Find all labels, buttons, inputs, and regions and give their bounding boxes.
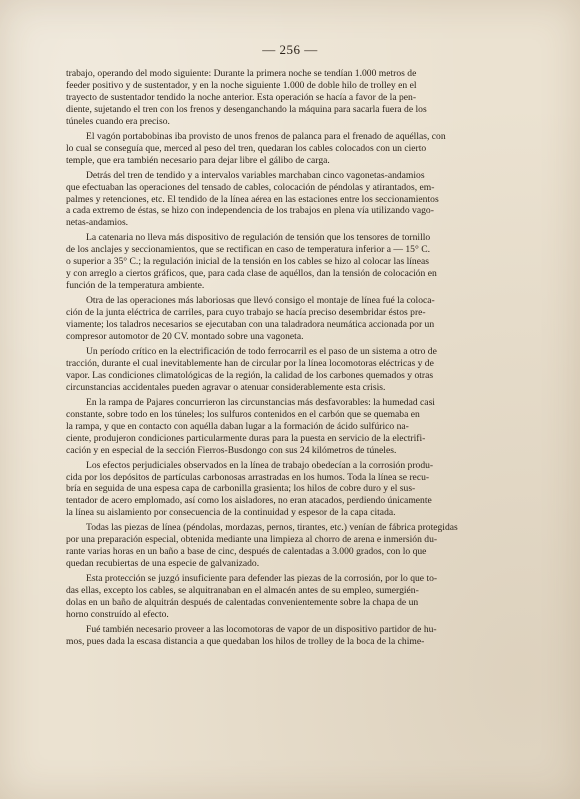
text-line: ciente, produjeron condiciones particularmente duras para la puesta en servicio de la electrifi- [66,432,426,444]
text-line: cida por los depósitos de partículas carbonosas arrastradas en los humos. Toda la línea se recu- [66,471,430,483]
body-text [66,68,562,651]
text-line: palmes y retenciones, etc. El tendido de la línea aérea en las estaciones entre los seccionamientos [66,193,439,205]
text-line: Fué también necesario proveer a las locomotoras de vapor de un dispositivo partidor de hu- [86,623,437,635]
text-line: tracción, durante el cual inevitablemente han de circular por la línea locomotoras eléctricas y de [66,357,434,369]
text-line: cación y en especial de la sección Fierros-Busdongo con sus 24 kilómetros de túneles. [66,444,397,456]
paragraph [66,232,562,292]
text-line: feeder positivo y de sustentador, y en la noche siguiente 1.000 de doble hilo de trolley en el [66,79,417,91]
text-line: rante varias horas en un baño a base de cinc, después de calentadas a 3.000 grados, con lo que [66,546,427,558]
paragraph [66,346,562,394]
text-line: temple, que era también necesario para dejar libre el gálibo de carga. [66,154,330,166]
paragraph [66,170,562,230]
text-line: constante, sobre todo en los túneles; los sulfuros contenidos en el carbón que se quemaba en [66,408,420,420]
text-line: horno construído al efecto. [66,608,169,620]
text-line: quedan recubiertas de una especie de galvanizado. [66,558,260,570]
text-line: El vagón portabobinas iba provisto de unos frenos de palanca para el frenado de aquéllas, con [86,130,446,142]
paragraph [66,397,562,457]
text-line: La catenaria no lleva más dispositivo de regulación de tensión que los tensores de tornillo [86,232,431,244]
text-line: de los anclajes y seccionamientos, que se rectifican en caso de temperatura inferior a — 15° C. [66,244,430,256]
text-line: ción de la junta eléctrica de carriles, para cuyo trabajo se hacía preciso desembridar éstos pre- [66,307,426,319]
text-line: trabajo, operando del modo siguiente: Durante la primera noche se tendían 1.000 metros de [66,68,417,79]
text-line: Detrás del tren de tendido y a intervalos variables marchaban cinco vagonetas-andamios [86,169,425,181]
text-line: Los efectos perjudiciales observados en la línea de trabajo obedecían a la corrosión produ- [86,459,434,471]
text-line: Esta protección se juzgó insuficiente para defender las piezas de la corrosión, por lo que to- [86,573,438,585]
paragraph [66,573,562,621]
paragraph [66,295,562,343]
paragraph [66,624,562,648]
paragraph [66,131,562,167]
text-line: túneles cuando era preciso. [66,115,170,127]
text-line: viamente; los taladros necesarios se ejecutaban con una taladradora neumática accionada por un [66,319,435,331]
text-line: vapor. Las condiciones climatológicas de la región, la calidad de los carbones quemados y otras [66,369,434,381]
text-line: dolas en un baño de alquitrán después de calentadas convenientemente sobre la chapa de un [66,597,419,609]
text-line: la rampa, y que en contacto con aquélla daban lugar a la formación de ácido sulfúrico na- [66,420,409,432]
paragraph [66,68,562,128]
text-line: trayecto de sustentador tendido la noche anterior. Esta operación se hacía a favor de la pen- [66,91,417,103]
text-line: Otra de las operaciones más laboriosas que llevó consigo el montaje de línea fué la coloca- [86,295,435,307]
paragraph [66,460,562,520]
text-line: la línea su aislamiento por consecuencia de la continuidad y espesor de la capa citada. [66,507,396,519]
text-line: o superior a 35° C.; la regulación inicial de la tensión en los cables se hizo al colocar las líneas [66,256,429,268]
text-line: netas-andamios. [66,217,129,229]
text-line: que efectuaban las operaciones del tensado de cables, colocación de péndolas y atirantados, em- [66,181,435,193]
text-line: circunstancias accidentales pueden agravar o atenuar considerablemente esta crisis. [66,381,386,393]
text-line: función de la temperatura ambiente. [66,280,205,292]
text-line: Un período crítico en la electrificación de todo ferrocarril es el paso de un sistema a otro de [86,345,437,357]
text-line: Todas las piezas de línea (péndolas, mordazas, pernos, tirantes, etc.) venían de fábrica protegidas [86,522,458,534]
text-line: tentador de acero emplomado, así como los aisladores, no eran atacados, perdiendo únicamente [66,495,432,507]
text-line: En la rampa de Pajares concurrieron las circunstancias más desfavorables: la humedad casi [86,396,435,408]
text-line: compresor automotor de 20 CV. montado sobre una vagoneta. [66,331,304,343]
text-line: diente, sujetando el tren con los frenos y desenganchando la máquina para sacarla fuera de los [66,103,427,115]
text-line: a cada extremo de éstas, se hizo con independencia de los trabajos en plena vía utilizando vago- [66,205,434,217]
text-line: lo cual se conseguía que, merced al peso del tren, quedaran los cables colocados con un cierto [66,142,427,154]
paragraph [66,522,562,570]
text-line: das ellas, excepto los cables, se alquitranaban en el almacén antes de su empleo, sumergién- [66,585,419,597]
text-line: bría en seguida de una espesa capa de carbonilla grasienta; los hilos de cobre duro y el sus- [66,483,416,495]
text-line: por una preparación especial, obtenida mediante una limpieza al chorro de arena e inmersión du- [66,534,438,546]
page-number: — 256 — [262,42,318,57]
text-line: y con arreglo a ciertos gráficos, que, para cada clase de aquéllos, dan la tensión de colocación en [66,268,437,280]
text-line: mos, pues dada la escasa distancia a que quedaban los hilos de trolley de la boca de la chime- [66,635,425,647]
